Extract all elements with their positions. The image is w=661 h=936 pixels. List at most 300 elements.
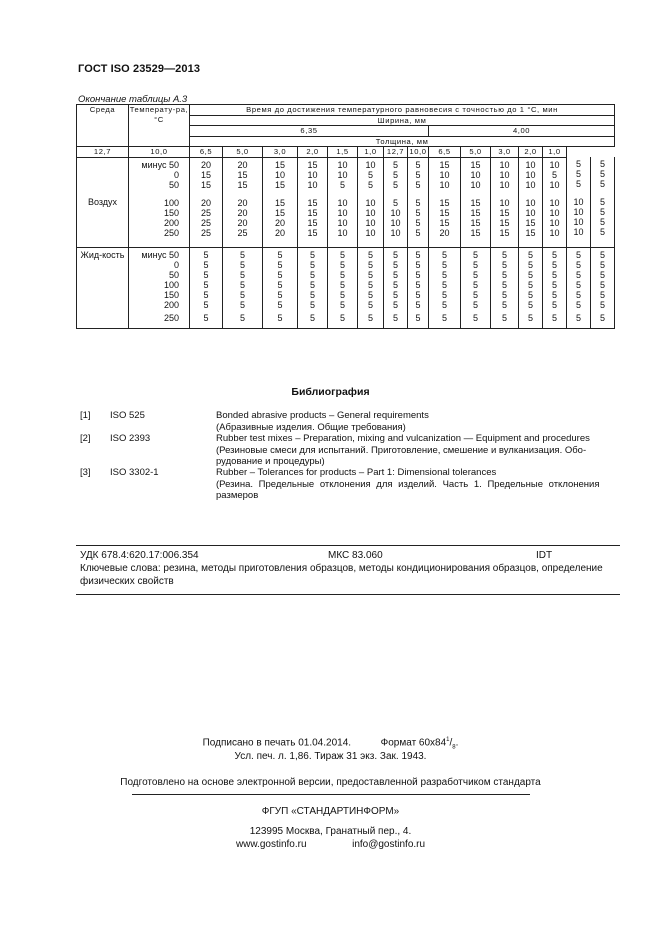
temperature-value: 100 <box>163 197 179 208</box>
time-value: 5 <box>309 289 315 300</box>
temperature-value: 0 <box>173 169 179 180</box>
medium-cell: Воздух <box>77 157 129 247</box>
time-value: 5 <box>441 279 447 290</box>
time-value: 15 <box>274 207 285 218</box>
thickness-cell: 2,0 <box>519 147 543 158</box>
time-value: 15 <box>439 207 450 218</box>
time-value: 20 <box>439 227 450 238</box>
time-value: 15 <box>237 169 248 180</box>
time-value: 5 <box>309 279 315 290</box>
time-value: 15 <box>525 227 536 238</box>
time-value: 10 <box>337 217 348 228</box>
mks-code: МКС 83.060 <box>328 550 383 561</box>
time-value: 15 <box>274 179 285 190</box>
bib-number: [2] <box>80 433 91 444</box>
time-value: 10 <box>499 197 510 208</box>
value-cell <box>567 247 591 328</box>
time-value: 15 <box>499 217 510 228</box>
thickness-cell: 2,0 <box>298 147 328 158</box>
time-value: 5 <box>551 249 557 260</box>
time-value: 5 <box>277 312 283 323</box>
time-value: 5 <box>501 299 507 310</box>
value-cell <box>358 157 384 247</box>
time-value: 5 <box>339 179 345 190</box>
time-value: 5 <box>527 312 533 323</box>
time-value: 5 <box>600 227 606 237</box>
time-value: 5 <box>203 299 209 310</box>
time-value: 10 <box>337 197 348 208</box>
time-value: 5 <box>575 289 581 300</box>
time-value: 5 <box>472 249 478 260</box>
time-value: 5 <box>277 269 283 280</box>
time-value: 5 <box>339 299 345 310</box>
time-value: 20 <box>274 217 285 228</box>
time-value: 5 <box>415 227 421 238</box>
temperature-value: 200 <box>163 299 179 310</box>
time-value: 5 <box>600 299 606 310</box>
time-value: 5 <box>339 312 345 323</box>
time-value: 10 <box>390 207 401 218</box>
time-value: 10 <box>337 169 348 180</box>
value-cell <box>429 157 461 247</box>
time-value: 5 <box>239 279 245 290</box>
time-value: 5 <box>415 259 421 270</box>
time-value: 5 <box>309 269 315 280</box>
time-value: 5 <box>339 259 345 270</box>
bib-line: Rubber – Tolerances for products – Part 1: Dimensional tolerances <box>216 467 497 478</box>
bib-line: Rubber test mixes – Preparation, mixing and vulcanization — Equipment and procedures <box>216 433 590 444</box>
time-value: 5 <box>551 299 557 310</box>
time-value: 10 <box>365 227 376 238</box>
time-value: 5 <box>415 299 421 310</box>
thickness-cell: 10,0 <box>129 147 190 158</box>
value-cell <box>519 157 543 247</box>
time-value: 10 <box>549 159 560 170</box>
time-value: 10 <box>499 169 510 180</box>
time-value: 10 <box>307 169 318 180</box>
time-value: 10 <box>439 169 450 180</box>
time-value: 5 <box>367 289 373 300</box>
time-value: 15 <box>307 159 318 170</box>
time-value: 5 <box>367 312 373 323</box>
time-value: 5 <box>575 279 581 290</box>
bib-number: [3] <box>80 467 91 478</box>
time-value: 10 <box>365 197 376 208</box>
time-value: 5 <box>203 269 209 280</box>
value-cell <box>461 247 491 328</box>
time-value: 20 <box>237 217 248 228</box>
time-value: 5 <box>600 159 606 169</box>
time-value: 5 <box>415 279 421 290</box>
time-value: 15 <box>470 217 481 228</box>
time-value: 5 <box>600 249 606 260</box>
time-value: 25 <box>200 207 211 218</box>
time-value: 5 <box>339 289 345 300</box>
time-value: 5 <box>600 269 606 280</box>
time-value: 5 <box>527 269 533 280</box>
time-value: 5 <box>239 269 245 280</box>
time-value: 5 <box>600 259 606 270</box>
value-cell <box>491 247 519 328</box>
time-value: 5 <box>472 269 478 280</box>
time-value: 5 <box>239 299 245 310</box>
time-value: 5 <box>309 312 315 323</box>
temperature-value: минус 50 <box>141 249 179 260</box>
time-value: 5 <box>472 259 478 270</box>
time-value: 5 <box>415 179 421 190</box>
time-value: 15 <box>470 159 481 170</box>
temperature-value: 50 <box>168 269 179 280</box>
time-value: 15 <box>274 197 285 208</box>
time-value: 5 <box>392 312 398 323</box>
value-cell <box>328 157 358 247</box>
time-value: 5 <box>501 269 507 280</box>
time-value: 5 <box>575 169 581 179</box>
time-value: 5 <box>575 249 581 260</box>
time-value: 10 <box>573 217 584 227</box>
time-value: 10 <box>549 207 560 218</box>
time-value: 5 <box>239 249 245 260</box>
time-value: 10 <box>390 227 401 238</box>
imprint-signed-line: Подписано в печать 01.04.2014. Формат $60x84^1/_8$. <box>202 737 459 751</box>
time-value: 5 <box>415 289 421 300</box>
bib-code: ISO 3302-1 <box>110 467 159 478</box>
time-value: 5 <box>367 279 373 290</box>
time-value: 5 <box>339 269 345 280</box>
time-value: 15 <box>307 227 318 238</box>
bib-line: Bonded abrasive products – General requirements <box>216 410 429 421</box>
temperature-value: 200 <box>163 217 179 228</box>
table-caption: Окончание таблицы А.3 <box>78 94 188 105</box>
time-value: 5 <box>501 289 507 300</box>
time-value: 5 <box>415 249 421 260</box>
time-value: 5 <box>203 312 209 323</box>
bib-text <box>216 467 610 502</box>
time-value: 5 <box>309 259 315 270</box>
thickness-cell: 1,0 <box>358 147 384 158</box>
time-value: 5 <box>415 159 421 170</box>
time-value: 5 <box>551 289 557 300</box>
thickness-cell: 1,5 <box>328 147 358 158</box>
time-value: 5 <box>527 259 533 270</box>
time-value: 5 <box>600 312 606 323</box>
format-denominator: 8 <box>452 744 456 751</box>
time-value: 5 <box>575 259 581 270</box>
time-value: 10 <box>525 159 536 170</box>
time-value: 10 <box>549 217 560 228</box>
website-link[interactable]: www.gostinfo.ru <box>235 839 307 850</box>
time-value: 15 <box>499 227 510 238</box>
bib-line: (Абразивные изделия. Общие требования) <box>216 421 406 433</box>
time-value: 5 <box>339 249 345 260</box>
time-value: 5 <box>203 259 209 270</box>
time-value: 5 <box>600 289 606 300</box>
width-group-a: 6,35 <box>190 126 429 137</box>
value-cell <box>358 247 384 328</box>
width-group-b: 4,00 <box>429 126 615 137</box>
value-cell <box>567 157 591 247</box>
bibliography-title: Библиография <box>291 386 370 398</box>
table-row-group <box>77 157 615 247</box>
time-value: 10 <box>390 217 401 228</box>
thickness-cell: 3,0 <box>491 147 519 158</box>
print-info: Усл. печ. л. 1,86. Тираж 31 экз. Зак. 1943. <box>234 751 427 762</box>
value-cell <box>408 157 429 247</box>
time-value: 5 <box>600 179 606 189</box>
temperature-equilibrium-table <box>76 104 615 329</box>
thickness-cell: 10,0 <box>409 147 427 156</box>
time-value: 5 <box>392 169 398 180</box>
thickness-cell: 12,7 <box>77 147 129 158</box>
thickness-row <box>77 147 615 158</box>
time-value: 5 <box>472 279 478 290</box>
time-value: 5 <box>501 259 507 270</box>
time-value: 5 <box>575 159 581 169</box>
bib-number: [1] <box>80 410 91 421</box>
value-cell <box>223 247 263 328</box>
time-value: 5 <box>392 259 398 270</box>
time-value: 10 <box>573 227 584 237</box>
udk-code: УДК 678.4:620.17:006.354 <box>80 550 199 561</box>
time-value: 5 <box>600 279 606 290</box>
time-value: 5 <box>551 169 557 180</box>
time-value: 5 <box>277 259 283 270</box>
time-value: 20 <box>237 207 248 218</box>
time-value: 15 <box>307 197 318 208</box>
time-value: 5 <box>551 279 557 290</box>
time-value: 5 <box>501 249 507 260</box>
medium-cell: Жид-кость <box>77 247 129 328</box>
time-value: 10 <box>439 179 450 190</box>
time-value: 10 <box>307 179 318 190</box>
time-value: 5 <box>392 269 398 280</box>
time-value: 20 <box>237 159 248 170</box>
temperature-value: 0 <box>173 259 179 270</box>
prepared-note: Подготовлено на основе электронной версии, предоставленной разработчиком стандарта <box>120 777 541 788</box>
value-cell <box>384 247 408 328</box>
column-header-width: Ширина, мм <box>190 115 615 126</box>
value-cell <box>190 157 223 247</box>
time-value: 15 <box>439 159 450 170</box>
time-value: 15 <box>439 197 450 208</box>
value-cell <box>591 157 615 247</box>
format-numerator: 1 <box>446 737 450 743</box>
time-value: 5 <box>277 289 283 300</box>
time-value: 25 <box>200 227 211 238</box>
time-value: 5 <box>203 279 209 290</box>
time-value: 5 <box>277 279 283 290</box>
time-value: 10 <box>549 179 560 190</box>
value-cell <box>223 157 263 247</box>
time-value: 10 <box>365 207 376 218</box>
bib-line: (Резиновые смеси для испытаний. Приготовление, смешение и вулканизация. Обо- <box>216 444 587 456</box>
time-value: 5 <box>392 197 398 208</box>
time-value: 10 <box>337 159 348 170</box>
time-value: 15 <box>237 179 248 190</box>
time-value: 5 <box>392 279 398 290</box>
imprint-rule <box>132 794 530 795</box>
time-value: 5 <box>527 279 533 290</box>
bib-text <box>216 410 610 433</box>
time-value: 15 <box>307 207 318 218</box>
publisher-contacts <box>0 839 661 850</box>
time-value: 5 <box>239 289 245 300</box>
value-cell <box>429 247 461 328</box>
time-value: 10 <box>525 179 536 190</box>
value-cell <box>543 247 567 328</box>
time-value: 5 <box>392 159 398 170</box>
time-value: 5 <box>309 299 315 310</box>
thickness-cell: 12,7 <box>384 147 408 158</box>
time-value: 5 <box>415 312 421 323</box>
time-value: 5 <box>600 169 606 179</box>
time-value: 5 <box>415 169 421 180</box>
time-value: 10 <box>470 179 481 190</box>
time-value: 10 <box>470 169 481 180</box>
time-value: 5 <box>367 299 373 310</box>
bib-line: (Резина. Предельные отклонения для изделий. Часть 1. Предельные отклонения <box>216 478 600 490</box>
time-value: 5 <box>575 269 581 280</box>
value-cell <box>461 157 491 247</box>
temperature-value: 250 <box>163 227 179 238</box>
time-value: 5 <box>527 249 533 260</box>
time-value: 5 <box>415 217 421 228</box>
time-value: 5 <box>392 179 398 190</box>
time-value: 10 <box>525 169 536 180</box>
time-value: 5 <box>392 289 398 300</box>
format-label: Формат 60x84 <box>380 737 447 749</box>
email-link[interactable]: info@gostinfo.ru <box>352 839 426 850</box>
temperature-value: 150 <box>163 207 179 218</box>
column-header-thickness: Толщина, мм <box>190 136 615 147</box>
time-value: 5 <box>239 259 245 270</box>
value-cell <box>591 247 615 328</box>
time-value: 15 <box>439 217 450 228</box>
value-cell <box>298 247 328 328</box>
value-cell <box>543 157 567 247</box>
time-value: 10 <box>337 227 348 238</box>
time-value: 15 <box>307 217 318 228</box>
time-value: 5 <box>415 269 421 280</box>
time-value: 5 <box>203 249 209 260</box>
time-value: 10 <box>274 169 285 180</box>
time-value: 15 <box>470 207 481 218</box>
document-header: ГОСТ ISO 23529—2013 <box>78 63 201 75</box>
time-value: 5 <box>527 299 533 310</box>
publisher-address: 123995 Москва, Гранатный пер., 4. <box>249 826 412 837</box>
bib-code: ISO 2393 <box>110 433 151 444</box>
time-value: 10 <box>337 207 348 218</box>
time-value: 15 <box>470 197 481 208</box>
time-value: 5 <box>575 312 581 323</box>
time-value: 5 <box>441 249 447 260</box>
time-value: 5 <box>600 217 606 227</box>
time-value: 25 <box>237 227 248 238</box>
value-cell <box>190 247 223 328</box>
time-value: 10 <box>499 179 510 190</box>
keywords: Ключевые слова: резина, методы приготовления образцов, методы кондиционирования образцов, определение физических свойств <box>80 563 603 587</box>
time-value: 20 <box>200 197 211 208</box>
time-value: 20 <box>200 159 211 170</box>
time-value: 5 <box>600 207 606 217</box>
temperature-value: 150 <box>163 289 179 300</box>
time-value: 5 <box>367 249 373 260</box>
time-value: 5 <box>501 279 507 290</box>
footer-top-rule <box>76 545 620 546</box>
time-value: 10 <box>573 197 584 207</box>
time-value: 10 <box>549 197 560 208</box>
time-value: 5 <box>575 179 581 189</box>
time-value: 5 <box>392 299 398 310</box>
value-cell <box>298 157 328 247</box>
bib-text <box>216 433 610 468</box>
thickness-cell: 6,5 <box>190 147 223 158</box>
time-value: 5 <box>367 269 373 280</box>
time-value: 5 <box>600 197 606 207</box>
bib-line: размеров <box>216 490 259 501</box>
time-value: 5 <box>277 299 283 310</box>
time-value: 15 <box>200 169 211 180</box>
thickness-cell: 6,5 <box>429 147 461 158</box>
column-header-medium: Среда <box>77 105 129 147</box>
time-value: 5 <box>203 289 209 300</box>
temperature-value: минус 50 <box>141 159 179 170</box>
value-cell <box>408 247 429 328</box>
temperature-cell <box>129 247 190 328</box>
idt-code: IDT <box>536 550 553 561</box>
column-header-temperature: Температу-ра, °С <box>129 105 190 147</box>
time-value: 15 <box>470 227 481 238</box>
time-value: 5 <box>367 179 373 190</box>
time-value: 5 <box>277 249 283 260</box>
time-value: 15 <box>525 217 536 228</box>
time-value: 5 <box>441 289 447 300</box>
value-cell <box>328 247 358 328</box>
value-cell <box>491 157 519 247</box>
time-value: 5 <box>309 249 315 260</box>
value-cell <box>263 157 298 247</box>
thickness-cell: 5,0 <box>223 147 263 158</box>
value-cell <box>263 247 298 328</box>
time-value: 15 <box>274 159 285 170</box>
time-value: 10 <box>365 159 376 170</box>
time-value: 5 <box>551 259 557 270</box>
time-value: 5 <box>472 299 478 310</box>
time-value: 10 <box>525 197 536 208</box>
time-value: 15 <box>499 207 510 218</box>
temperature-value: 100 <box>163 279 179 290</box>
time-value: 10 <box>573 207 584 217</box>
value-cell <box>519 247 543 328</box>
publisher-name: ФГУП «СТАНДАРТИНФОРМ» <box>261 806 400 817</box>
time-value: 10 <box>365 217 376 228</box>
temperature-value: 250 <box>163 312 179 323</box>
time-value: 5 <box>575 299 581 310</box>
time-value: 5 <box>392 249 398 260</box>
footer-bottom-rule <box>76 594 620 595</box>
time-value: 5 <box>441 312 447 323</box>
column-header-time: Время до достижения температурного равновесия с точностью до 1 °С, мин <box>190 105 615 116</box>
time-value: 15 <box>200 179 211 190</box>
signed-date: Подписано в печать 01.04.2014. <box>202 737 352 749</box>
time-value: 20 <box>274 227 285 238</box>
temperature-cell <box>129 157 190 247</box>
time-value: 5 <box>441 269 447 280</box>
time-value: 5 <box>415 207 421 218</box>
time-value: 5 <box>367 259 373 270</box>
time-value: 20 <box>237 197 248 208</box>
thickness-cell: 3,0 <box>263 147 298 158</box>
